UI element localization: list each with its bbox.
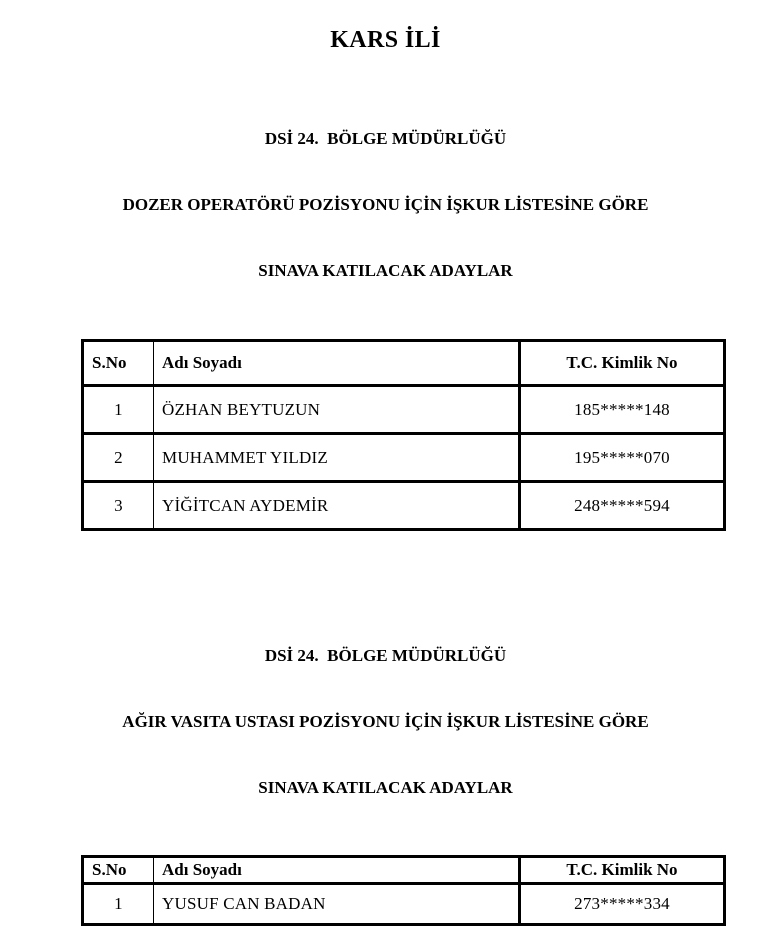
cell-name: YUSUF CAN BADAN [154,884,520,925]
column-header-tckn: T.C. Kimlik No [520,857,725,884]
table-header [83,341,725,386]
candidates-table [81,855,726,926]
cell-name: YİĞİTCAN AYDEMİR [154,482,520,530]
table-row [83,482,725,530]
table-body [83,884,725,925]
table-header [83,857,725,884]
cell-sno: 1 [83,884,154,925]
cell-name: MUHAMMET YILDIZ [154,434,520,482]
table-row [83,386,725,434]
cell-sno: 1 [83,386,154,434]
cell-sno: 2 [83,434,154,482]
section-dozer-operatoru [0,84,771,531]
column-header-name: Adı Soyadı [154,341,520,386]
table-header-row [83,857,725,884]
column-header-sno: S.No [83,341,154,386]
cell-tckn: 273*****334 [520,884,725,925]
section-heading-line-1: DSİ 24. BÖLGE MÜDÜRLÜĞÜ [264,646,507,666]
table-body [83,386,725,530]
table-header-row [83,341,725,386]
section-agir-vasita-ustasi [0,601,771,926]
column-header-name: Adı Soyadı [154,857,520,884]
cell-tckn: 185*****148 [520,386,725,434]
column-header-sno: S.No [83,857,154,884]
page-title: KARS İLİ [330,27,441,53]
section-heading [0,84,771,326]
table-row [83,434,725,482]
table-row [83,884,725,925]
section-spacer [0,531,771,601]
section-heading-line-1: DSİ 24. BÖLGE MÜDÜRLÜĞÜ [264,129,507,149]
section-heading-line-3: SINAVA KATILACAK ADAYLAR [258,778,513,798]
candidates-table [81,339,726,531]
column-header-tckn: T.C. Kimlik No [520,341,725,386]
section-heading-line-3: SINAVA KATILACAK ADAYLAR [258,261,513,281]
cell-name: ÖZHAN BEYTUZUN [154,386,520,434]
cell-tckn: 195*****070 [520,434,725,482]
cell-tckn: 248*****594 [520,482,725,530]
section-heading-line-2: DOZER OPERATÖRÜ POZİSYONU İÇİN İŞKUR LİSTESİNE GÖRE [122,195,649,215]
section-heading-line-2: AĞIR VASITA USTASI POZİSYONU İÇİN İŞKUR LİSTESİNE GÖRE [122,712,649,732]
cell-sno: 3 [83,482,154,530]
